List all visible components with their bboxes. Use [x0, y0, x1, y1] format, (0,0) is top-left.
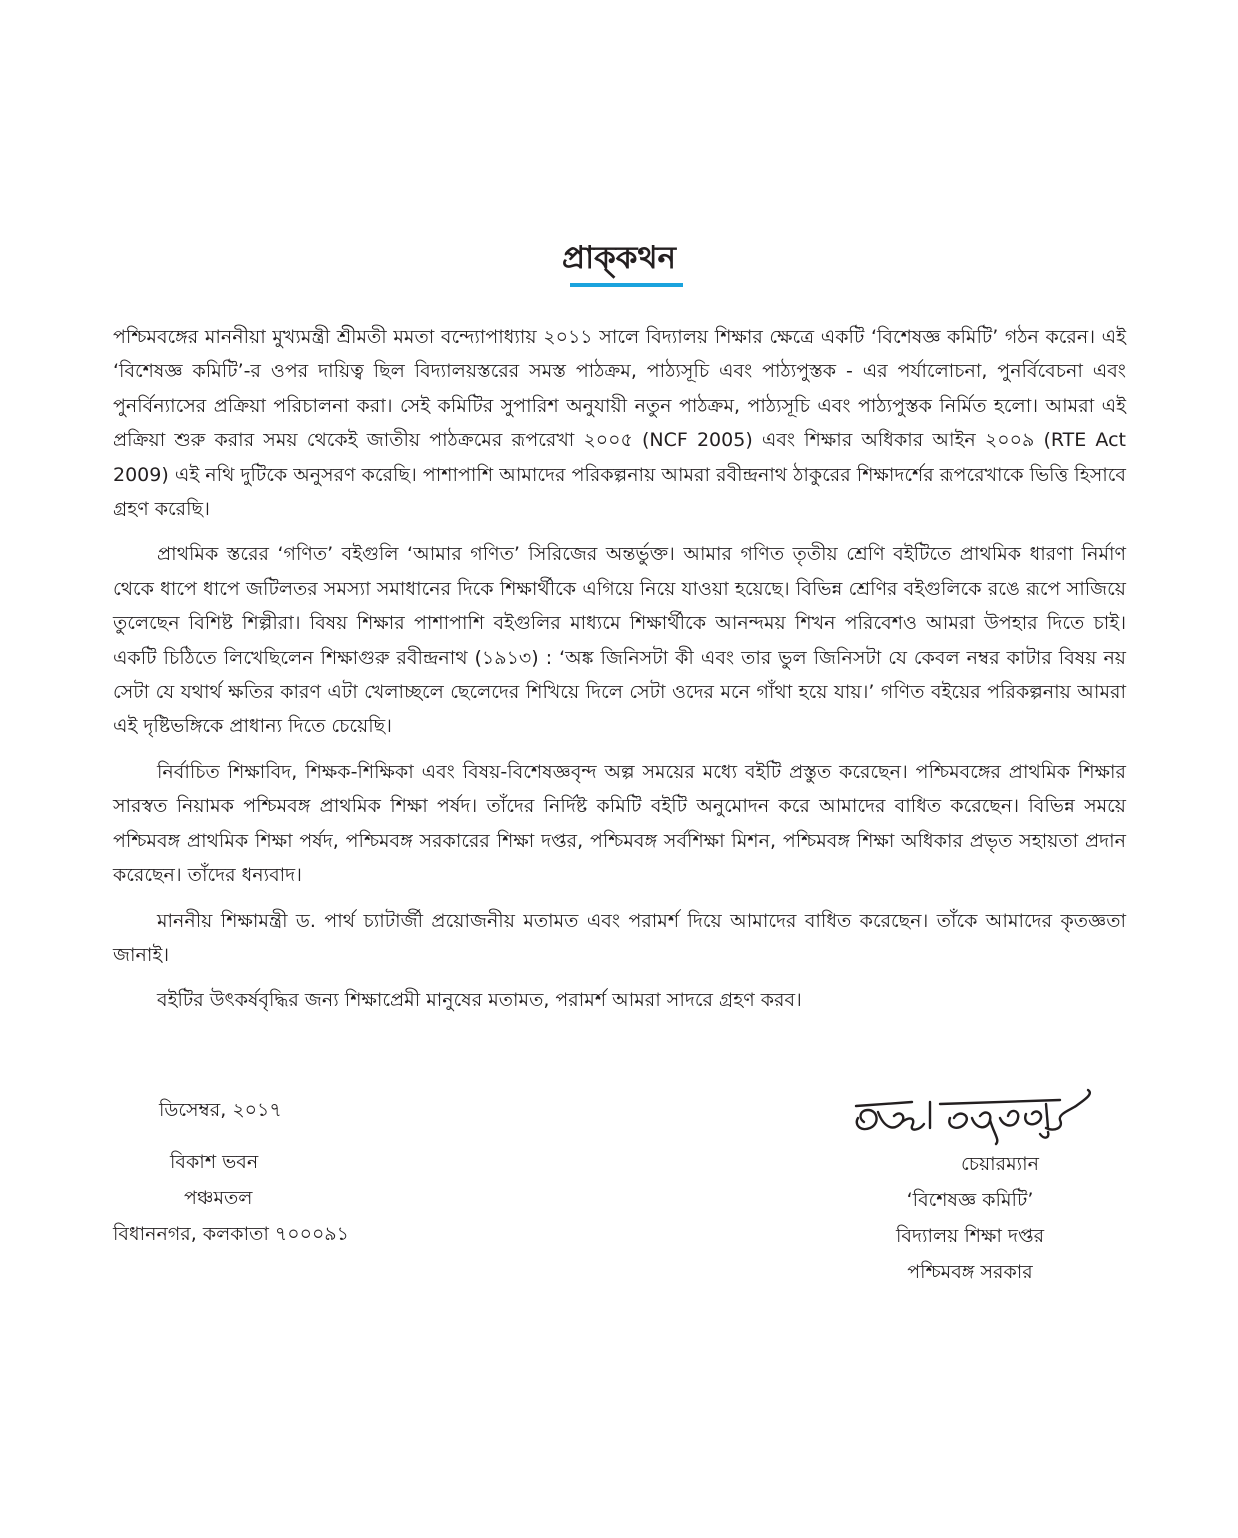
- paragraph-1: পশ্চিমবঙ্গের মাননীয়া মুখ্যমন্ত্রী শ্রীমতী মমতা বন্দ্যোপাধ্যায় ২০১১ সালে বিদ্যালয় শিক্ষার ক্ষেত্রে একটি ‘বিশেষজ্ঞ কমিটি’ গঠন করেন। এই ‘বিশেষজ্ঞ কমিটি’-র ওপর দায়িত্ব ছিল বিদ্যালয়স্তরের সমস্ত পাঠক্রম, পাঠ্যসূচি এবং পাঠ্যপুস্তক - এর পর্যালোচনা, পুনর্বিবেচনা এবং পুনর্বিন্যাসের প্রক্রিয়া পরিচালনা করা। সেই কমিটির সুপারিশ অনুযায়ী নতুন পাঠক্রম, পাঠ্যসূচি এবং পাঠ্যপুস্তক নির্মিত হলো। আমরা এই প্রক্রিয়া শুরু করার সময় থেকেই জাতীয় পাঠক্রমের রূপরেখা ২০০৫ (NCF 2005) এবং শিক্ষার অধিকার আইন ২০০৯ (RTE Act 2009) এই নথি দুটিকে অনুসরণ করেছি। পাশাপাশি আমাদের পরিকল্পনায় আমরা রবীন্দ্রনাথ ঠাকুরের শিক্ষাদর্শের রূপরেখাকে ভিত্তি হিসাবে গ্রহণ করেছি।: [113, 326, 1126, 521]
- paragraph-3: নির্বাচিত শিক্ষাবিদ, শিক্ষক-শিক্ষিকা এবং বিষয়-বিশেষজ্ঞবৃন্দ অল্প সময়ের মধ্যে বইটি প্রস্তুত করেছেন। পশ্চিমবঙ্গের প্রাথমিক শিক্ষার সারস্বত নিয়ামক পশ্চিমবঙ্গ প্রাথমিক শিক্ষা পর্ষদ। তাঁদের নির্দিষ্ট কমিটি বইটি অনুমোদন করে আমাদের বাধিত করেছেন। বিভিন্ন সময়ে পশ্চিমবঙ্গ প্রাথমিক শিক্ষা পর্ষদ, পশ্চিমবঙ্গ সরকারের শিক্ষা দপ্তর, পশ্চিমবঙ্গ সর্বশিক্ষা মিশন, পশ্চিমবঙ্গ শিক্ষা অধিকার প্রভৃত সহায়তা প্রদান করেছেন। তাঁদের ধন্যবাদ।: [113, 760, 1126, 887]
- address-line-3: বিধাননগর, কলকাতা ৭০০০৯১: [113, 1223, 349, 1245]
- address-line-2: পঞ্চমতল: [184, 1187, 253, 1209]
- title-underline: [570, 283, 683, 287]
- government-name: পশ্চিমবঙ্গ সরকার: [907, 1261, 1033, 1283]
- page-title: প্রাক্‌কথন: [561, 240, 677, 276]
- footer-right: [850, 1146, 1090, 1290]
- committee-name: ‘বিশেষজ্ঞ কমিটি’: [906, 1189, 1034, 1211]
- address-line-1: বিকাশ ভবন: [170, 1151, 259, 1173]
- paragraph-5: বইটির উৎকর্ষবৃদ্ধির জন্য শিক্ষাপ্রেমী মানুষের মতামত, পরামর্শ আমরা সাদরে গ্রহণ করব।: [157, 989, 802, 1012]
- paragraph-4: মাননীয় শিক্ষামন্ত্রী ড. পার্থ চ্যাটার্জী প্রয়োজনীয় মতামত এবং পরামর্শ দিয়ে আমাদের বাধিত করেছেন। তাঁকে আমাদের কৃতজ্ঞতা জানাই।: [113, 909, 1126, 966]
- preface-body: [113, 320, 1126, 1029]
- signature-image: [850, 1088, 1100, 1150]
- department-name: বিদ্যালয় শিক্ষা দপ্তর: [895, 1225, 1045, 1247]
- designation: চেয়ারম্যান: [960, 1153, 1040, 1175]
- paragraph-2: প্রাথমিক স্তরের ‘গণিত’ বইগুলি ‘আমার গণিত’ সিরিজের অন্তর্ভুক্ত। আমার গণিত তৃতীয় শ্রেণি বইটিতে প্রাথমিক ধারণা নির্মাণ থেকে ধাপে ধাপে জটিলতর সমস্যা সমাধানের দিকে শিক্ষার্থীকে এগিয়ে নিয়ে যাওয়া হয়েছে। বিভিন্ন শ্রেণির বইগুলিকে রঙে রূপে সাজিয়ে তুলেছেন বিশিষ্ট শিল্পীরা। বিষয় শিক্ষার পাশাপাশি বইগুলির মাধ্যমে শিক্ষার্থীকে আনন্দময় শিখন পরিবেশও আমরা উপহার দিতে চাই। একটি চিঠিতে লিখেছিলেন শিক্ষাগুরু রবীন্দ্রনাথ (১৯১৩) : ‘অঙ্ক জিনিসটা কী এবং তার ভুল জিনিসটা যে কেবল নম্বর কাটার বিষয় নয় সেটা যে যথার্থ ক্ষতির কারণ এটা খেলাচ্ছলে ছেলেদের শিখিয়ে দিলে সেটা ওদের মনে গাঁথা হয়ে যায়।’ গণিত বইয়ের পরিকল্পনায় আমরা এই দৃষ্টিভঙ্গিকে প্রাধান্য দিতে চেয়েছি।: [113, 543, 1126, 738]
- date: ডিসেম্বর, ২০১৭: [159, 1099, 282, 1121]
